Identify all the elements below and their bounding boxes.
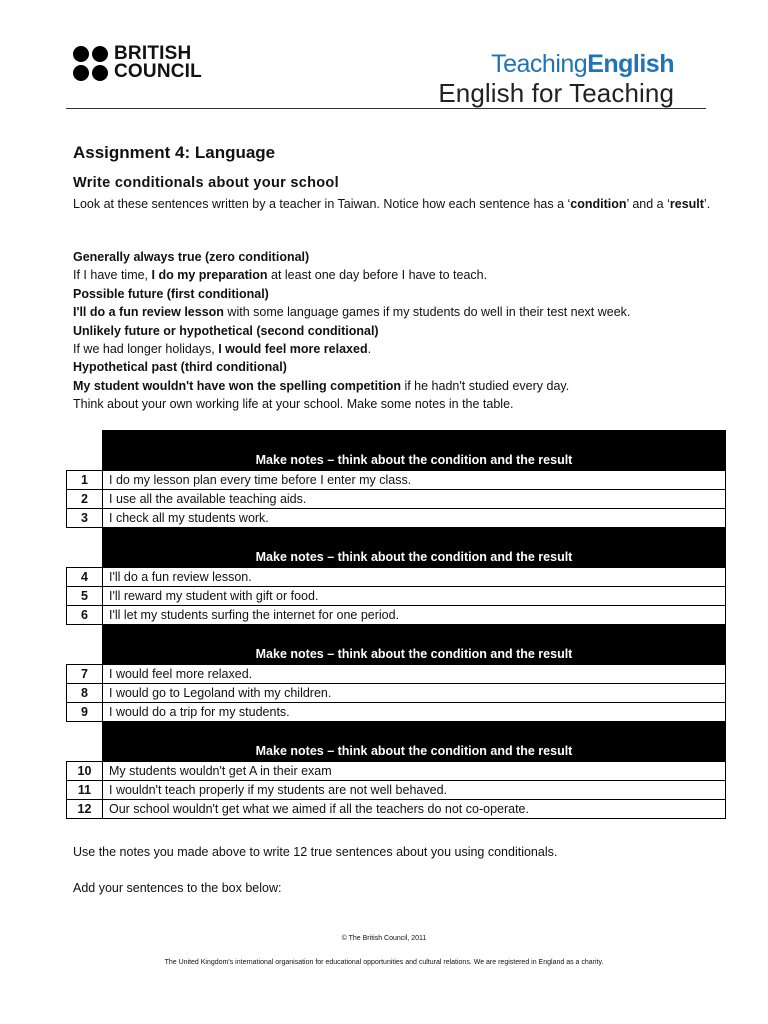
british-council-dots-icon <box>73 46 108 81</box>
row-note[interactable]: I'll let my students surfing the internet for one period. <box>103 606 726 625</box>
row-note[interactable]: I would do a trip for my students. <box>103 703 726 722</box>
table-row <box>67 762 726 781</box>
notes-table-header <box>67 625 726 665</box>
table-row <box>67 606 726 625</box>
notes-table-header <box>67 431 726 471</box>
notes-header-cell: Make notes – think about the condition and the result <box>103 722 726 762</box>
footer-charity-notice: The United Kingdom's international organisation for educational opportunities and cultural relations. We are registered in England as a charity. <box>164 959 604 966</box>
british-council-logo <box>73 45 202 81</box>
table-row <box>67 703 726 722</box>
table-row <box>67 587 726 606</box>
first-conditional-example: I'll do a fun review lesson with some language games if my students do well in their test next week. <box>73 305 631 320</box>
row-note[interactable]: I'll reward my student with gift or food. <box>103 587 726 606</box>
row-note[interactable]: I check all my students work. <box>103 509 726 528</box>
row-note[interactable]: I do my lesson plan every time before I enter my class. <box>103 471 726 490</box>
third-conditional-heading: Hypothetical past (third conditional) <box>73 360 287 375</box>
table-row <box>67 781 726 800</box>
row-number: 6 <box>67 606 103 625</box>
british-council-wordmark: BRITISH COUNCIL <box>114 43 202 82</box>
teaching-english-logo <box>438 50 674 107</box>
third-conditional-example: My student wouldn't have won the spelling competition if he hadn't studied every day. <box>73 378 570 393</box>
zero-conditional-heading: Generally always true (zero conditional) <box>73 250 310 264</box>
table-row <box>67 490 726 509</box>
row-note[interactable]: I wouldn't teach properly if my students are not well behaved. <box>103 781 726 800</box>
row-number: 5 <box>67 587 103 606</box>
row-note[interactable]: I use all the available teaching aids. <box>103 490 726 509</box>
table-row <box>67 471 726 490</box>
notes-header-cell: Make notes – think about the condition and the result <box>103 625 726 665</box>
row-number: 4 <box>67 568 103 587</box>
row-number: 10 <box>67 762 103 781</box>
row-number: 3 <box>67 509 103 528</box>
teaching-english-wordmark: TeachingEnglish <box>491 50 674 78</box>
row-note[interactable]: My students wouldn't get A in their exam <box>103 762 726 781</box>
table-instruction: Think about your own working life at your school. Make some notes in the table. <box>73 397 514 412</box>
sentences-box-instruction: Add your sentences to the box below: <box>73 881 282 895</box>
page-subtitle: Write conditionals about your school <box>73 175 339 191</box>
second-conditional-example: If we had longer holidays, I would feel more relaxed. <box>73 341 372 356</box>
row-number: 11 <box>67 781 103 800</box>
intro-paragraph: Look at these sentences written by a teacher in Taiwan. Notice how each sentence has a ‘condition’ and a ‘result’. <box>73 197 711 211</box>
page-title: Assignment 4: Language <box>73 143 276 162</box>
notes-table-header <box>67 722 726 762</box>
notes-header-cell: Make notes – think about the condition and the result <box>103 431 726 471</box>
footer-copyright: © The British Council, 2011 <box>341 935 427 942</box>
row-note[interactable]: I would feel more relaxed. <box>103 665 726 684</box>
teaching-english-subtitle: English for Teaching <box>438 78 674 108</box>
notes-table-header <box>67 528 726 568</box>
table-row <box>67 800 726 819</box>
row-note[interactable]: I'll do a fun review lesson. <box>103 568 726 587</box>
row-number: 12 <box>67 800 103 819</box>
notes-header-cell: Make notes – think about the condition and the result <box>103 528 726 568</box>
notes-table <box>66 430 726 819</box>
table-row <box>67 509 726 528</box>
second-conditional-heading: Unlikely future or hypothetical (second conditional) <box>73 323 379 338</box>
table-row <box>67 665 726 684</box>
first-conditional-heading: Possible future (first conditional) <box>73 286 269 301</box>
row-note[interactable]: I would go to Legoland with my children. <box>103 684 726 703</box>
row-note[interactable]: Our school wouldn't get what we aimed if all the teachers do not co-operate. <box>103 800 726 819</box>
conditional-examples <box>73 248 733 414</box>
follow-up-instruction: Use the notes you made above to write 12 true sentences about you using conditionals. <box>73 845 558 859</box>
row-number: 8 <box>67 684 103 703</box>
row-number: 9 <box>67 703 103 722</box>
zero-conditional-example: If I have time, I do my preparation at least one day before I have to teach. <box>73 268 488 283</box>
row-number: 7 <box>67 665 103 684</box>
row-number: 1 <box>67 471 103 490</box>
row-number: 2 <box>67 490 103 509</box>
table-row <box>67 568 726 587</box>
table-row <box>67 684 726 703</box>
header-divider <box>66 108 706 109</box>
